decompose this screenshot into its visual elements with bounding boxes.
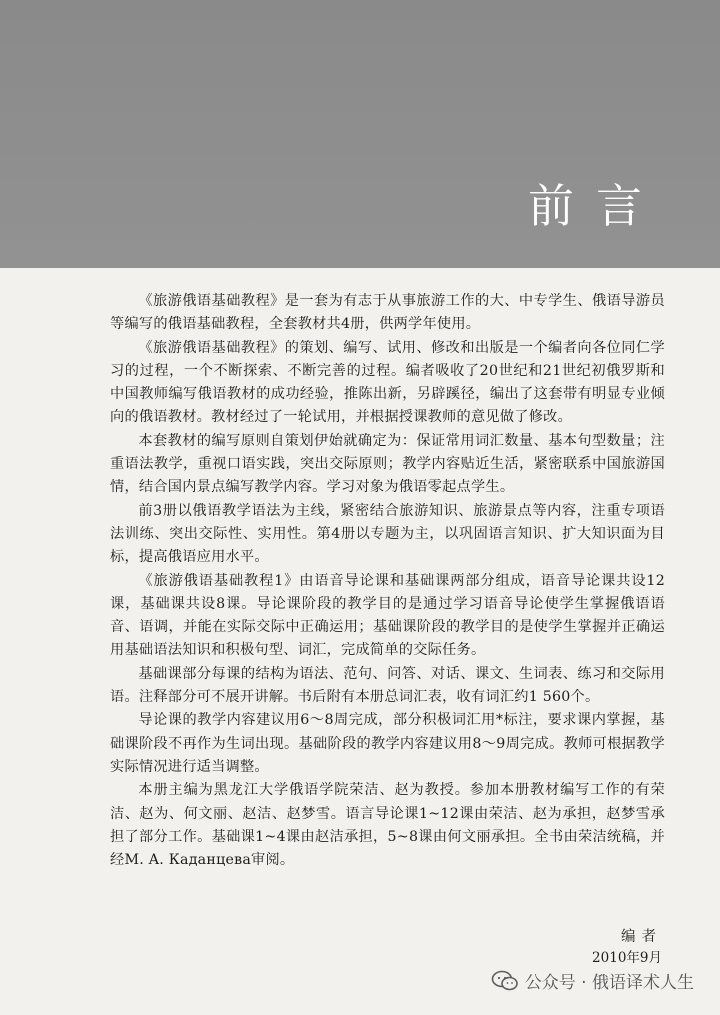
- page-title: 前言: [528, 179, 664, 233]
- watermark-text: 公众号 · 俄语译术人生: [524, 973, 694, 993]
- signature-author: 编者: [621, 929, 662, 945]
- wechat-official-account-icon: [491, 970, 519, 992]
- header-band: [0, 0, 720, 268]
- paragraph: 本套教材的编写原则自策划伊始就确定为：保证常用词汇数量、基本句型数量；注重语法教学，重视口语实践，突出交际原则；教学内容贴近生活，紧密联系中国旅游国情，结合国内景点编写教学内容。学习对象为俄语零起点学生。: [110, 432, 665, 496]
- paragraph: 基础课部分每课的结构为语法、范句、问答、对话、课文、生词表、练习和交际用语。注释部分可不展开讲解。书后附有本册总词汇表，收有词汇约1 560个。: [110, 665, 665, 706]
- signature-date: 2010年9月: [592, 950, 662, 966]
- paragraph: 《旅游俄语基础教程》的策划、编写、试用、修改和出版是一个编者向各位同仁学习的过程，一个不断探索、不断完善的过程。编者吸收了20世纪和21世纪初俄罗斯和中国教师编写俄语教材的成功经验，推陈出新，另辟蹊径，编出了这套带有明显专业倾向的俄语教材。教材经过了一轮试用，并根据授课教师的意见做了修改。: [110, 339, 665, 426]
- paragraph: 导论课的教学内容建议用6～8周完成，部分积极词汇用*标注，要求课内掌握，基础课阶段不再作为生词出现。基础阶段的教学内容建议用8～9周完成。教师可根据教学实际情况进行适当调整。: [110, 712, 665, 775]
- watermark: [491, 968, 694, 993]
- paragraph: 前3册以俄语教学语法为主线，紧密结合旅游知识、旅游景点等内容，注重专项语法训练、突出交际性、实用性。第4册以专题为主，以巩固语言知识、扩大知识面为目标，提高俄语应用水平。: [110, 502, 665, 566]
- paragraph: 《旅游俄语基础教程》是一套为有志于从事旅游工作的大、中专学生、俄语导游员等编写的俄语基础教程，全套教材共4册，供两学年使用。: [110, 293, 665, 333]
- preface-body: [110, 290, 665, 872]
- paragraph: 本册主编为黑龙江大学俄语学院荣洁、赵为教授。参加本册教材编写工作的有荣洁、赵为、何文丽、赵洁、赵梦雪。语言导论课1~12课由荣洁、赵为承担，赵梦雪承担了部分工作。基础课1~4课由赵洁承担，5~8课由何文丽承担。全书由荣洁统稿，并经M. A. Каданцева审阅。: [110, 782, 665, 869]
- paragraph: 《旅游俄语基础教程1》由语音导论课和基础课两部分组成，语音导论课共设12课，基础课共设8课。导论课阶段的教学目的是通过学习语音导论使学生掌握俄语语音、语调，并能在实际交际中正确运用；基础课阶段的教学目的是使学生掌握并正确运用基础语法知识和积极句型、词汇，完成简单的交际任务。: [110, 572, 665, 659]
